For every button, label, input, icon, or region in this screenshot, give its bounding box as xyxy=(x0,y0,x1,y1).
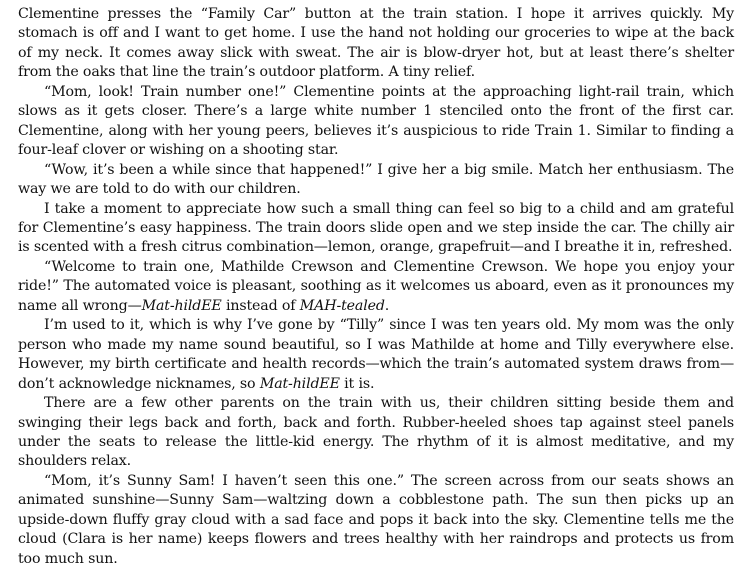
paragraph-text: “Wow, it’s been a while since that happened!” I give her a big smile. Match her enthusiasm. The way we are told to do with our children. xyxy=(18,161,734,198)
italic-pronunciation: Mat-hildEE xyxy=(259,375,340,392)
paragraph-5 xyxy=(18,258,734,316)
paragraph-1 xyxy=(18,5,734,83)
paragraph-text: instead of xyxy=(221,297,300,314)
paragraph-text: There are a few other parents on the train with us, their children sitting beside them and swinging their legs back and forth, back and forth. Rubber-heeled shoes tap against steel panels under the seats to release the little-kid energy. The rhythm of it is almost meditative, and my shoulders relax. xyxy=(18,395,734,470)
paragraph-text: it is. xyxy=(339,375,375,392)
paragraph-7 xyxy=(18,394,734,472)
italic-pronunciation: MAH-tealed xyxy=(299,297,385,314)
paragraph-8 xyxy=(18,472,734,569)
italic-pronunciation: Mat-hildEE xyxy=(141,297,222,314)
paragraph-4 xyxy=(18,200,734,258)
paragraph-6 xyxy=(18,316,734,394)
paragraph-3 xyxy=(18,161,734,200)
paragraph-text: . xyxy=(384,297,390,314)
paragraph-2 xyxy=(18,83,734,161)
paragraph-text: I’m used to it, which is why I’ve gone by “Tilly” since I was ten years old. My mom was the only person who made my name sound beautiful, so I was Mathilde at home and Tilly everywhere else. However, my birth certificate and health records—which the train’s automated system draws from—don’t acknowledge nicknames, so xyxy=(18,317,734,392)
paragraph-text: “Mom, look! Train number one!” Clementine points at the approaching light-rail train, which slows as it gets closer. There’s a large white number 1 stenciled onto the front of the first car. Clementine, along with her young peers, believes it’s auspicious to ride Train 1. Similar to finding a four-leaf clover or wishing on a shooting star. xyxy=(18,83,734,159)
paragraph-text: “Mom, it’s Sunny Sam! I haven’t seen this one.” The screen across from our seats shows an animated sunshine—Sunny Sam—waltzing down a cobblestone path. The sun then picks up an upside-down fluffy gray cloud with a sad face and pops it back into the sky. Clementine tells me the cloud (Clara is her name) keeps flowers and trees healthy with her raindrops and protects us from too much sun. xyxy=(18,472,734,567)
paragraph-text: I take a moment to appreciate how such a small thing can feel so big to a child and am grateful for Clementine’s easy happiness. The train doors slide open and we step inside the car. The chilly air is scented with a fresh citrus combination—lemon, orange, grapefruit—and I breathe it in, refreshed. xyxy=(18,200,734,256)
paragraph-text: “Welcome to train one, Mathilde Crewson and Clementine Crewson. We hope you enjoy your ride!” The automated voice is pleasant, soothing as it welcomes us aboard, even as it pronounces my name all wrong— xyxy=(18,258,734,314)
paragraph-text: Clementine presses the “Family Car” button at the train station. I hope it arrives quickly. My stomach is off and I want to get home. I use the hand not holding our groceries to wipe at the back of my neck. It comes away slick with sweat. The air is blow-dryer hot, but at least there’s shelter from the oaks that line the train’s outdoor platform. A tiny relief. xyxy=(18,6,734,81)
